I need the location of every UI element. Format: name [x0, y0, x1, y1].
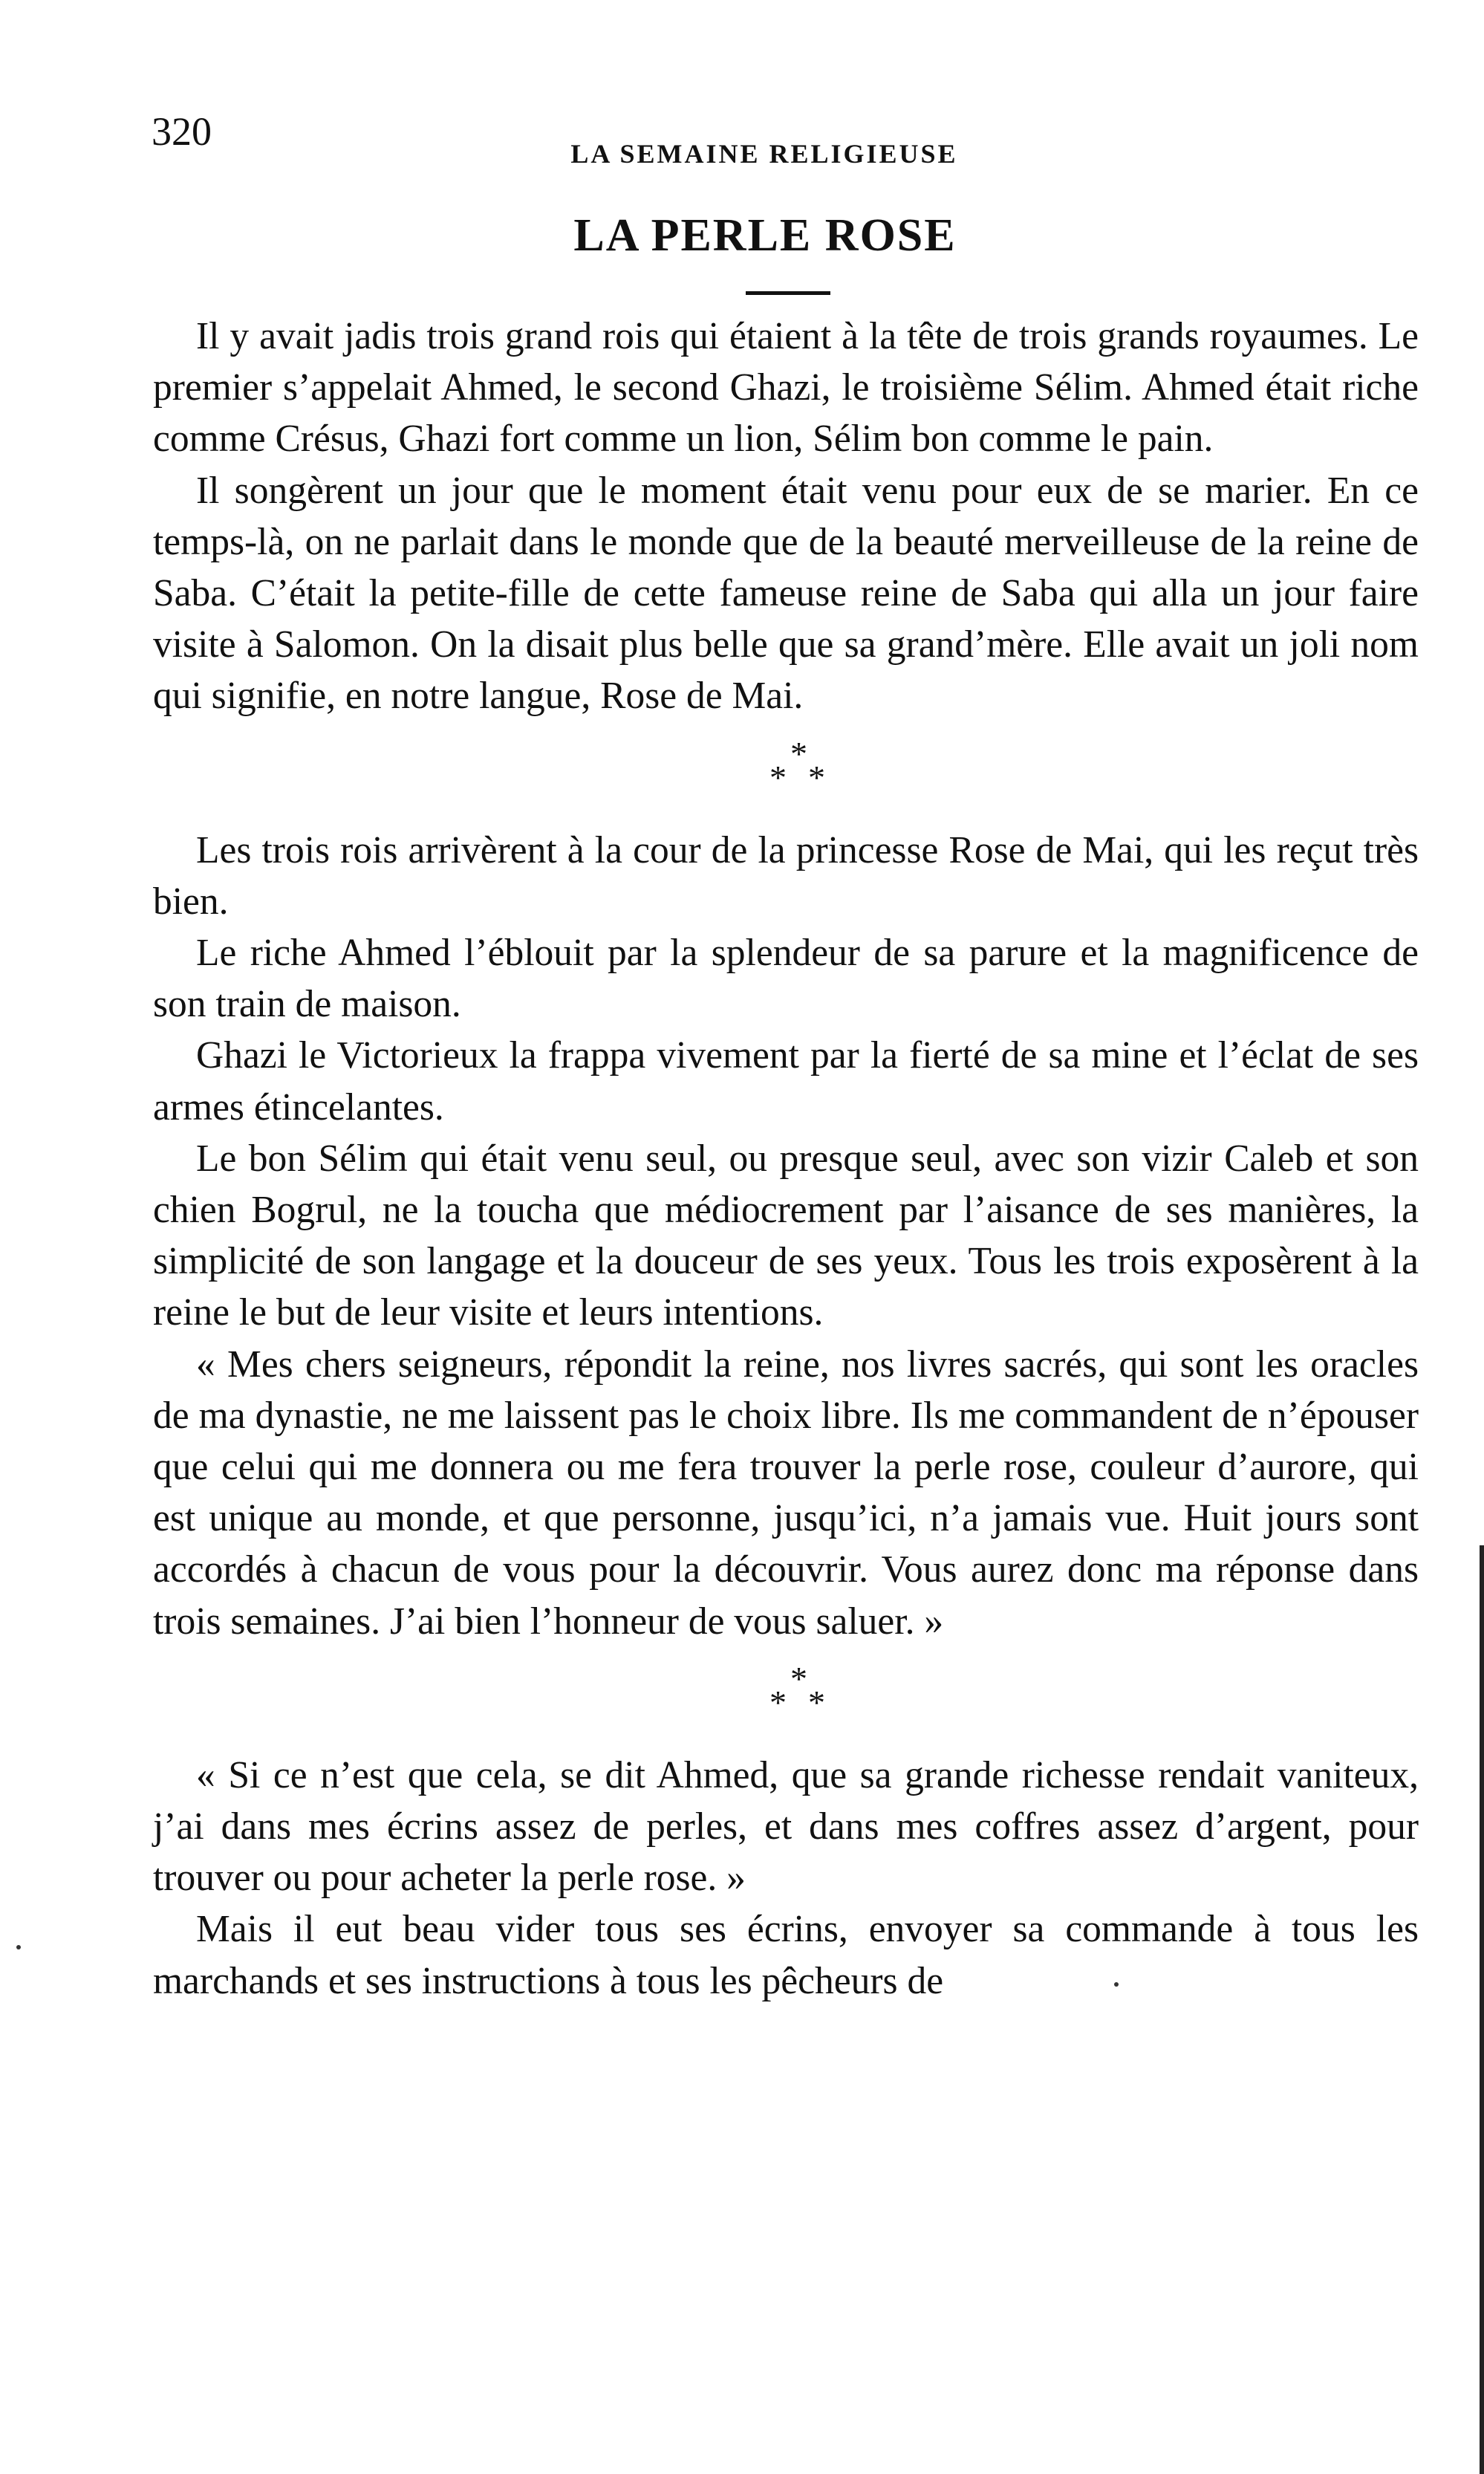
asterisk: *: [808, 1683, 825, 1721]
running-head: LA SEMAINE RELIGIEUSE: [570, 139, 958, 169]
article-title: LA PERLE ROSE: [573, 210, 957, 261]
paragraph: Mais il eut beau vider tous ses écrins, envoyer sa commande à tous les marchands et ses instructions à tous les pêcheurs de: [153, 1908, 1419, 2002]
paragraph: Il y avait jadis trois grand rois qui étaient à la tête de trois grands royaumes. Le premier s’appelait Ahmed, le second Ghazi, le troisième Sélim. Ahmed était riche comme Crésus, Ghazi fort comme un lion, Sélim bon comme le pain.: [153, 315, 1419, 461]
asterisk: *: [769, 758, 787, 796]
paragraph: Le bon Sélim qui était venu seul, ou presque seul, avec son vizir Caleb et son chien Bogrul, ne la toucha que médiocrement par l’aisance de ses manières, la simplicité de son langage et la douceur de ses yeux. Tous les trois exposèrent à la reine le but de leur visite et leurs intentions.: [153, 1137, 1419, 1334]
paragraph: « Mes chers seigneurs, répondit la reine, nos livres sacrés, qui sont les oracles de ma dynastie, ne me laissent pas le choix libre. Ils me commandent de n’épouser que celui qui me donnera ou me fera trouver la perle rose, couleur d’aurore, qui est unique au monde, et que personne, jusqu’ici, n’a jamais vue. Huit jours sont accordés à chacun de vous pour la découvrir. Vous aurez donc ma réponse dans trois semaines. J’ai bien l’honneur de vous saluer. »: [153, 1342, 1419, 1643]
paragraph: « Si ce n’est que cela, se dit Ahmed, que sa grande richesse rendait vaniteux, j’ai dans mes écrins assez de perles, et dans mes coffres assez d’argent, pour trouver ou pour acheter la perle rose. »: [153, 1753, 1419, 1900]
asterisk: *: [808, 758, 825, 796]
paragraph: Il songèrent un jour que le moment était venu pour eux de se marier. En ce temps-là, on ne parlait dans le monde que de la beauté merveilleuse de la reine de Saba. C’était la petite-fille de cette fameuse reine de Saba qui alla un jour faire visite à Salomon. On la disait plus belle que sa grand’mère. Elle avait un joli nom qui signifie, en notre langue, Rose de Mai.: [153, 469, 1419, 718]
section-break-asterism: [153, 1647, 1419, 1750]
title-rule: [746, 291, 830, 295]
article-body: [153, 311, 1419, 2007]
paragraph: Les trois rois arrivèrent à la cour de la princesse Rose de Mai, qui les reçut très bien.: [153, 828, 1419, 923]
asterisk: *: [790, 1659, 807, 1698]
page-number: 320: [152, 109, 212, 154]
section-break-asterism: [153, 722, 1419, 825]
scan-speck: [1114, 1982, 1119, 1987]
paragraph: Ghazi le Victorieux la frappa vivement par la fierté de sa mine et l’éclat de ses armes étincelantes.: [153, 1034, 1419, 1129]
scan-speck: [16, 1945, 21, 1949]
scan-page-edge: [1480, 1545, 1484, 2474]
asterisk: *: [769, 1683, 787, 1721]
paragraph: Le riche Ahmed l’éblouit par la splendeur de sa parure et la magnificence de son train de maison.: [153, 932, 1419, 1026]
asterisk: *: [790, 734, 807, 773]
